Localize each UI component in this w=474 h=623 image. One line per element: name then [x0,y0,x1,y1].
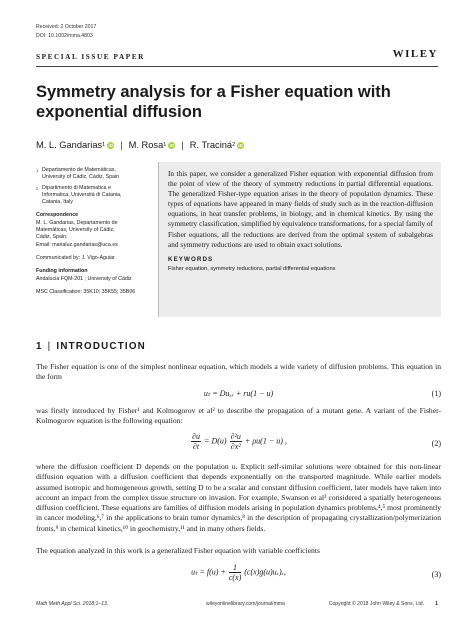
affiliation-2: 2 Dipartimento di Matematica e Informatica, Università di Catania, Catania, Italy [36,184,122,206]
orcid-icon[interactable]: iD [238,142,243,148]
equation-1 [36,389,441,401]
journal-citation: Math Meth Appl Sci. 2018;1–13. [36,601,109,607]
fraction: $\frac{\text{∂²u}}{\text{∂x²}}$ [230,432,241,451]
copyright: Copyright © 2018 John Wiley & Sons, Ltd. [328,601,424,607]
funding-heading: Funding information [36,268,88,275]
equation-body: uₜ = Duₓₓ + ru(1 − u) [203,389,274,398]
header-rule [36,66,438,67]
section-title: INTRODUCTION [56,341,146,352]
funding-text: Andalucia FQM-201 ; University of Cádiz [36,275,132,282]
equation-body: uₜ = f(u) + $\frac{1}{c(x)}$ (c(x)g(u)uₓ)ₓ, [191,563,286,582]
equation-body: $\frac{\partial u}{\partial t}$ = D(u) $\frac{\text{∂²u}}{\text{∂x²}}$ + ρu(1 − u) , [192,432,287,451]
keywords-heading: KEYWORDS [168,255,214,263]
page-number: 1 [435,601,438,607]
equation-number: (3) [431,570,441,579]
received-date: Received: 2 October 2017 [36,24,97,30]
author-separator: | [120,140,123,150]
funding [36,268,154,283]
author-2[interactable] [129,140,176,150]
correspondence [36,212,154,248]
author-affiliation-mark: 2 [232,142,236,148]
author-affiliation-mark: 1 [163,142,167,148]
doi[interactable]: DOI: 10.1002/mma.4803 [36,33,93,39]
paper-title: Symmetry analysis for a Fisher equation with exponential diffusion [36,83,391,121]
abstract-text: In this paper, we consider a generalized Fisher equation with exponential diffusion from the point of view of the theory of symmetry reductions in partial differential equations. The generalized Fisher-type equation arises in the theory of population dynamics. These types of equations have appeared in many fields of study such as in the reaction-diffusion equations, in heat transfer problems, in biology, and in chemical kinetics. By using the symmetry classification, simplified by equivalence transformations, for a special family of Fisher equations, all the reductions are derived from the optimal system of subalgebras and symmetry reductions are used to obtain exact solutions. [168,169,433,249]
journal-url[interactable]: wileyonlinelibrary.com/journal/mma [206,601,285,607]
fraction: $\frac{1}{c(x)}$ [228,563,242,582]
author-affiliation-mark: 1 [102,142,106,148]
author-separator: | [181,140,184,150]
communicated-by: Communicated by: J. Vigo-Aguiar [36,254,115,261]
equation-2 [36,432,441,458]
paragraph-4: The equation analyzed in this work is a generalized Fisher equation with variable coefficients [36,546,320,555]
paragraph-1: The Fisher equation is one of the simplest nonlinear equation, which models a wide variety of diffusion problems. This equation in the form [36,362,441,382]
equation-number: (1) [431,389,441,398]
article-info-column [36,167,154,296]
author-1[interactable] [36,140,114,150]
author-3[interactable] [190,140,244,150]
msc-classification: MSC Classification: 35K10; 35K55; 35B06 [36,288,136,295]
equation-3 [36,563,441,589]
paragraph-3: where the diffusion coefficient D depends on the population u. Explicit self-similar solutions were obtained for this non-linear diffusion equation with a diffusion coefficient that depends exponentially on the transported magnitude. While earlier models assumed isotropic and homogeneous growth, setting D to be a scalar and constant diffusion coefficient, later models have taken into account an impact from the complex tissue structure on invasion. For example, Swanson et al³ considered a spatially heterogeneous diffusion coefficient. These equations are families of diffusion models arising in population dynamics problems,⁴,⁵ most prominently in cancer modeling,⁶,⁷ in the applications to brain tumor dynamics,⁸ in the description of propagating crystallization/polymerization fronts,⁹ in chemical kinetics,¹⁰ in geochemistry,¹¹ and in many others fields. [36,462,441,533]
section-label: SPECIAL ISSUE PAPER [36,53,145,61]
section-heading [36,341,146,352]
author-name: M. Rosa [128,140,164,150]
section-separator: | [47,341,52,352]
abstract-box [158,162,441,317]
orcid-icon[interactable]: iD [169,142,175,148]
keywords-text: Fisher equation, symmetry reductions, partial differential equations [168,265,336,272]
publisher-logo: WILEY [392,48,438,60]
author-name: M. L. Gandarias [36,140,103,150]
section-number: 1 [36,341,43,352]
equation-number: (2) [431,439,441,448]
orcid-icon[interactable]: iD [108,142,113,148]
correspondence-heading: Correspondence [36,212,79,219]
author-name: R. Traciná [189,140,233,150]
paragraph-2: was firstly introduced by Fisher¹ and Kolmogorov et al² to describe the propagation of a mutant gene. A variant of the Fisher-Kolmogorov equation is the following equation: [36,406,441,426]
author-list [36,140,244,150]
affiliation-1: 1 Departamento de Matemáticas, University of Cádiz, Cádiz, Spain [36,167,120,181]
correspondence-text: M. L. Gandarias, Departamento de Matemáticas, University of Cádiz, Cádiz, Spain. Email: marialuz.gandarias@uca.es [36,219,118,248]
fraction: $\frac{\partial u}{\partial t}$ [192,432,201,451]
